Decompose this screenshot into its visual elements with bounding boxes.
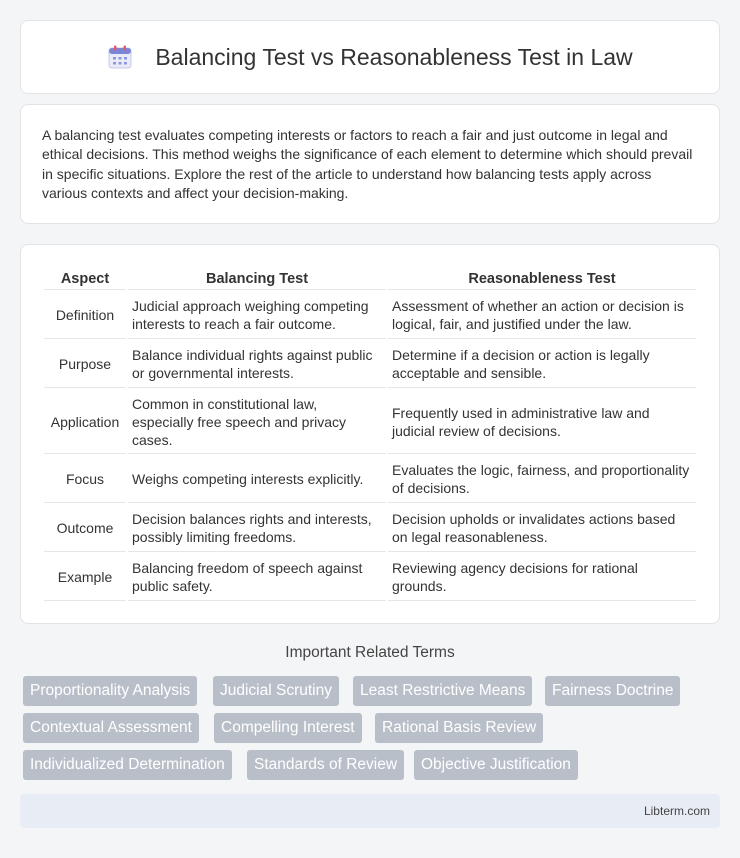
row-balancing: Common in constitutional law, especially free speech and privacy cases. [128,390,386,454]
related-terms-title: Important Related Terms [285,644,455,661]
comparison-table [42,265,698,603]
table-header-row [44,267,696,290]
page-title: Balancing Test vs Reasonableness Test in Law [155,43,633,70]
table-row [44,341,696,388]
row-balancing: Weighs competing interests explicitly. [128,456,386,503]
table-row [44,554,696,601]
footer-site-link[interactable]: Libterm.com [643,804,710,818]
column-header-balancing: Balancing Test [128,267,386,290]
row-aspect: Focus [44,456,126,503]
table-row [44,505,696,552]
table-row [44,456,696,503]
related-term-tag[interactable]: Contextual Assessment [23,713,199,743]
intro-text: A balancing test evaluates competing interests or factors to reach a fair and just outcome in legal and ethical decisions. This method weighs the significance of each element to determine which should prevail in specific situations. Explore the rest of the article to understand how balancing tests apply across various contexts and affect your decision-making. [42,127,693,202]
calendar-grid-icon [107,44,133,70]
column-header-aspect: Aspect [44,267,126,290]
column-header-reasonableness: Reasonableness Test [388,267,696,290]
row-aspect: Purpose [44,341,126,388]
related-term-tag[interactable]: Objective Justification [414,750,578,780]
row-balancing: Decision balances rights and interests, possibly limiting freedoms. [128,505,386,552]
table-row [44,292,696,339]
row-aspect: Application [44,390,126,454]
row-aspect: Definition [44,292,126,339]
row-reasonableness: Decision upholds or invalidates actions based on legal reasonableness. [388,505,696,552]
related-term-tag[interactable]: Compelling Interest [214,713,362,743]
related-term-tag[interactable]: Judicial Scrutiny [213,676,339,706]
related-term-tag[interactable]: Proportionality Analysis [23,676,197,706]
row-aspect: Outcome [44,505,126,552]
intro-card [20,104,720,224]
row-balancing: Balance individual rights against public or governmental interests. [128,341,386,388]
row-reasonableness: Determine if a decision or action is legally acceptable and sensible. [388,341,696,388]
row-reasonableness: Frequently used in administrative law and judicial review of decisions. [388,390,696,454]
row-reasonableness: Assessment of whether an action or decision is logical, fair, and justified under the law. [388,292,696,339]
row-aspect: Example [44,554,126,601]
header-card [20,20,720,94]
row-balancing: Balancing freedom of speech against public safety. [128,554,386,601]
table-row [44,390,696,454]
related-term-tag[interactable]: Standards of Review [247,750,404,780]
row-reasonableness: Reviewing agency decisions for rational grounds. [388,554,696,601]
related-term-tag[interactable]: Individualized Determination [23,750,232,780]
comparison-card [20,244,720,624]
row-balancing: Judicial approach weighing competing interests to reach a fair outcome. [128,292,386,339]
related-term-tag[interactable]: Fairness Doctrine [545,676,680,706]
footer [20,794,720,828]
related-term-tag[interactable]: Rational Basis Review [375,713,543,743]
row-reasonableness: Evaluates the logic, fairness, and proportionality of decisions. [388,456,696,503]
related-term-tag[interactable]: Least Restrictive Means [353,676,532,706]
